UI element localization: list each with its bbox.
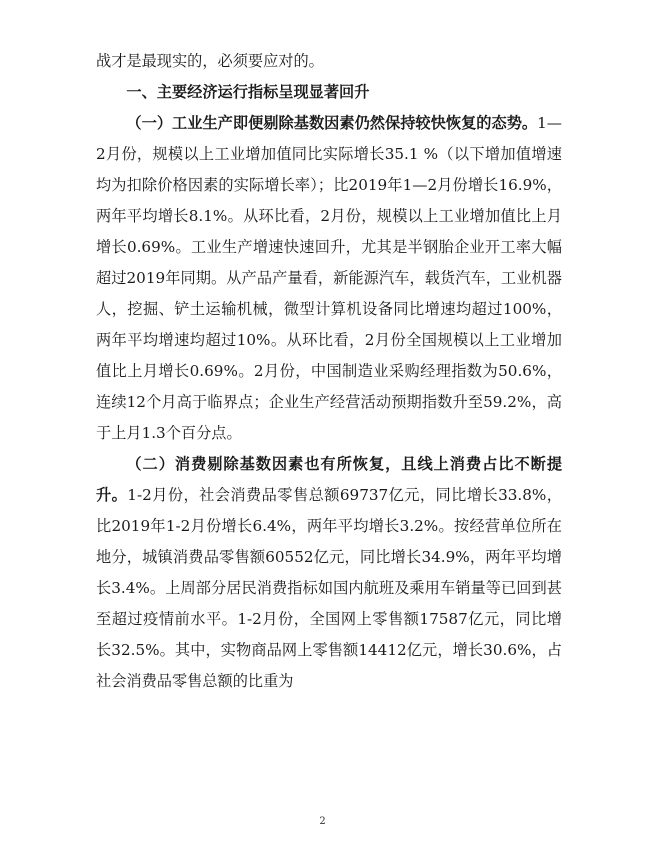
body-text (96, 46, 562, 697)
paragraph-consumption-lead: （二）消费剔除基数因素也有所恢复，且线上消费占比不断提升。 (96, 455, 562, 504)
paragraph-industrial (96, 108, 562, 449)
page-number: 2 (319, 816, 326, 827)
paragraph-consumption-body: 1-2月份，社会消费品零售总额69737亿元，同比增长33.8%，比2019年1-2月份增长6.4%，两年平均增长3.2%。按经营单位所在地分，城镇消费品零售额60552亿元，同比增长34.9%，两年平均增长3.4%。上周部分居民消费指标如国内航班及乘用车销量等已回到甚至超过疫情前水平。1-2月份，全国网上零售额17587亿元，同比增长32.5%。其中，实物商品网上零售额14412亿元，增长30.6%，占社会消费品零售总额的比重为 (96, 486, 562, 690)
opening-line: 战才是最现实的，必须要应对的。 (96, 52, 324, 70)
paragraph-consumption (96, 449, 562, 697)
paragraph-industrial-lead: （一）工业生产即便剔除基数因素仍然保持较快恢复的态势。 (126, 114, 538, 132)
paragraph-industrial-body: 1—2月份，规模以上工业增加值同比实际增长35.1 %（以下增加值增速均为扣除价格因素的实际增长率）；比2019年1—2月份增长16.9%，两年平均增长8.1%。从环比看，2月份，规模以上工业增加值比上月增长0.69%。工业生产增速快速回升，尤其是半钢胎企业开工率大幅超过2019年同期。从产品产量看，新能源汽车，载货汽车，工业机器人，挖掘、铲土运输机械，微型计算机设备同比增速均超过100%，两年平均增速均超过10%。从环比看，2月份全国规模以上工业增加值比上月增长0.69%。2月份，中国制造业采购经理指数为50.6%，连续12个月高于临界点；企业生产经营活动预期指数升至59.2%，高于上月1.3个百分点。 (96, 114, 562, 442)
section-heading: 一、主要经济运行指标呈现显著回升 (126, 83, 370, 101)
